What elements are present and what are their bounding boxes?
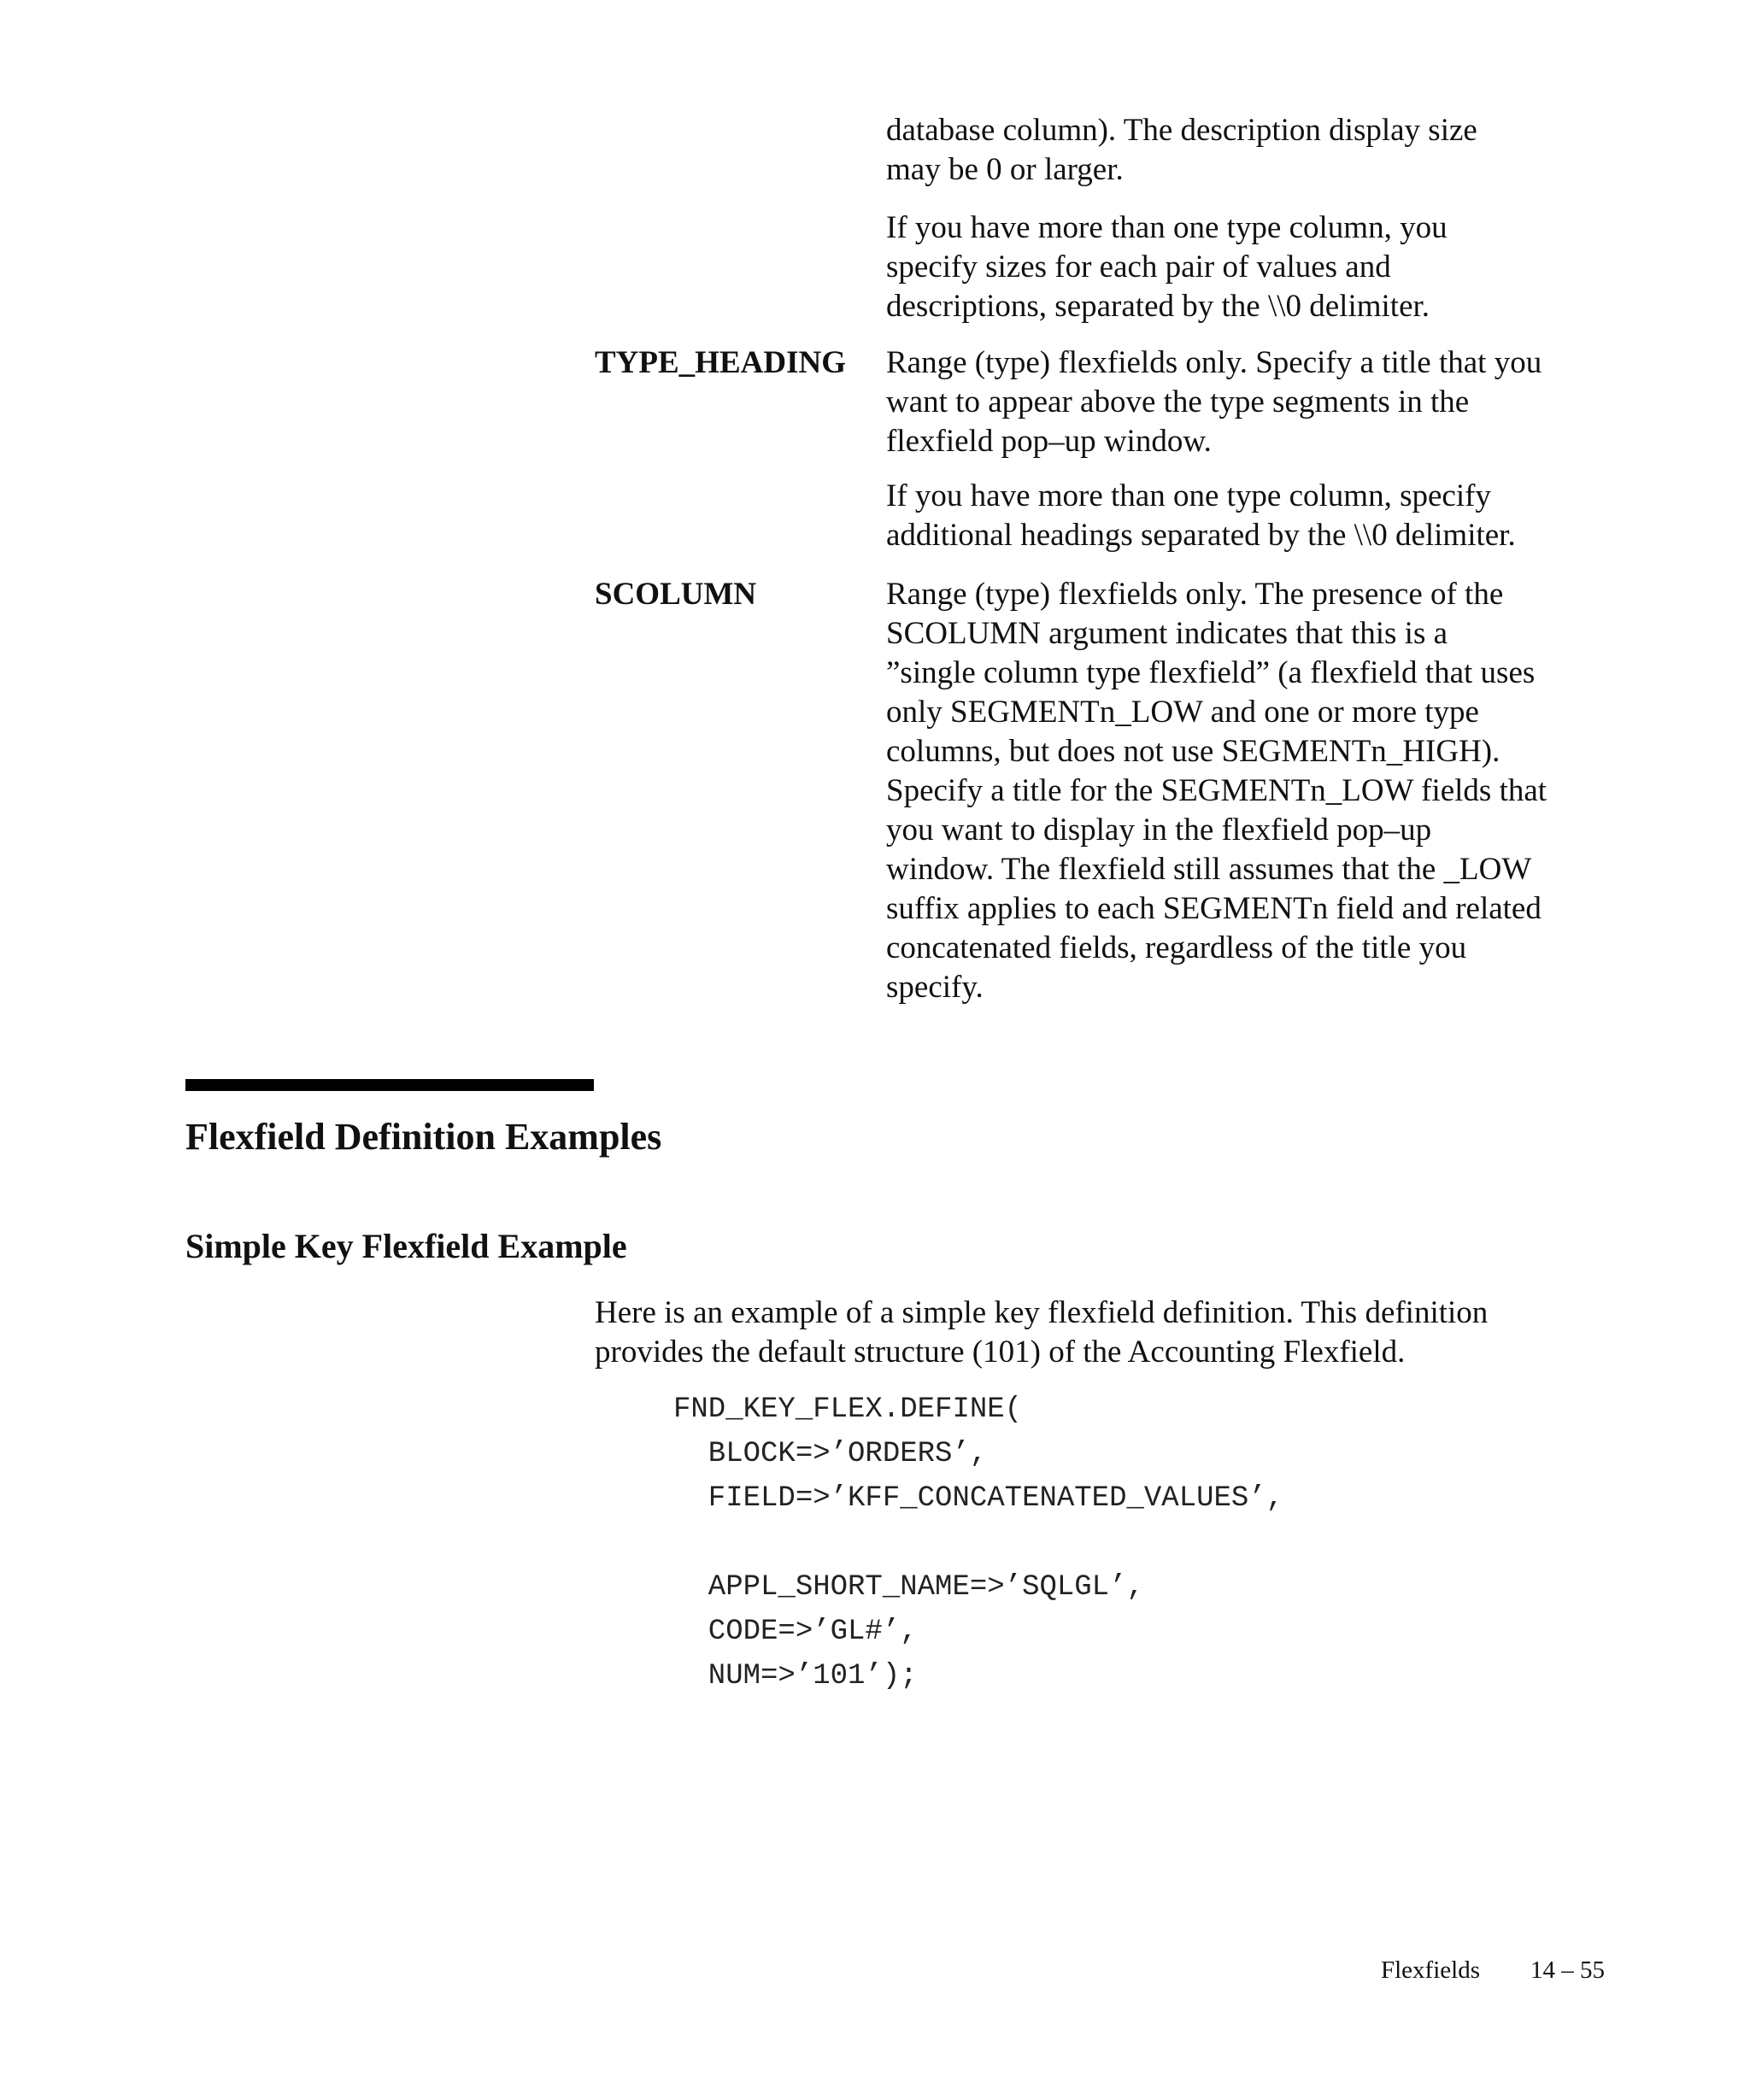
example-intro: Here is an example of a simple key flexfield definition. This definition provides the default structure (101) of the Accounting Flexfield. (595, 1295, 1489, 1370)
footer-chapter: Flexfields (1381, 1956, 1480, 1984)
param-desc-type-heading: Range (type) flexfields only. Specify a title that you want to appear above the type segments in the flexfield pop–up window. (886, 345, 1542, 459)
subsection-heading: Simple Key Flexfield Example (185, 1227, 627, 1265)
code-block (673, 1387, 1283, 1698)
param-desc-note: If you have more than one type column, you specify sizes for each pair of values and descriptions, separated by the \\0 delimiter. (886, 210, 1448, 324)
section-heading: Flexfield Definition Examples (185, 1116, 662, 1158)
param-desc-scolumn: Range (type) flexfields only. The presence of the SCOLUMN argument indicates that this is a ”single column type flexfield” (a flexfield that uses only SEGMENTn_LOW and one or more type columns, but does not use SEGMENTn_HIGH). Specify a title for the SEGMENTn_LOW fields that you want to display in the flexfield pop–up window. The flexfield still assumes that the _LOW suffix applies to each SEGMENTn field and related concatenated fields, regardless of the title you specify. (886, 577, 1547, 1005)
param-term-scolumn: SCOLUMN (595, 577, 757, 612)
param-desc-type-heading-note: If you have more than one type column, specify additional headings separated by the \\0 delimiter. (886, 478, 1516, 553)
code-line: CODE=>’GL#’, (673, 1616, 918, 1648)
code-line (673, 1521, 1283, 1565)
footer-page-number: 14 – 55 (1530, 1956, 1605, 1984)
code-line: BLOCK=>’ORDERS’, (673, 1438, 988, 1470)
param-term-type-heading: TYPE_HEADING (595, 345, 846, 380)
code-line: NUM=>’101’); (673, 1660, 918, 1692)
code-line: FND_KEY_FLEX.DEFINE( (673, 1393, 1023, 1426)
code-line: FIELD=>’KFF_CONCATENATED_VALUES’, (673, 1482, 1284, 1515)
param-desc-continued: database column). The description display size may be 0 or larger. (886, 113, 1477, 187)
code-line: APPL_SHORT_NAME=>’SQLGL’, (673, 1571, 1144, 1604)
section-rule (185, 1079, 594, 1091)
